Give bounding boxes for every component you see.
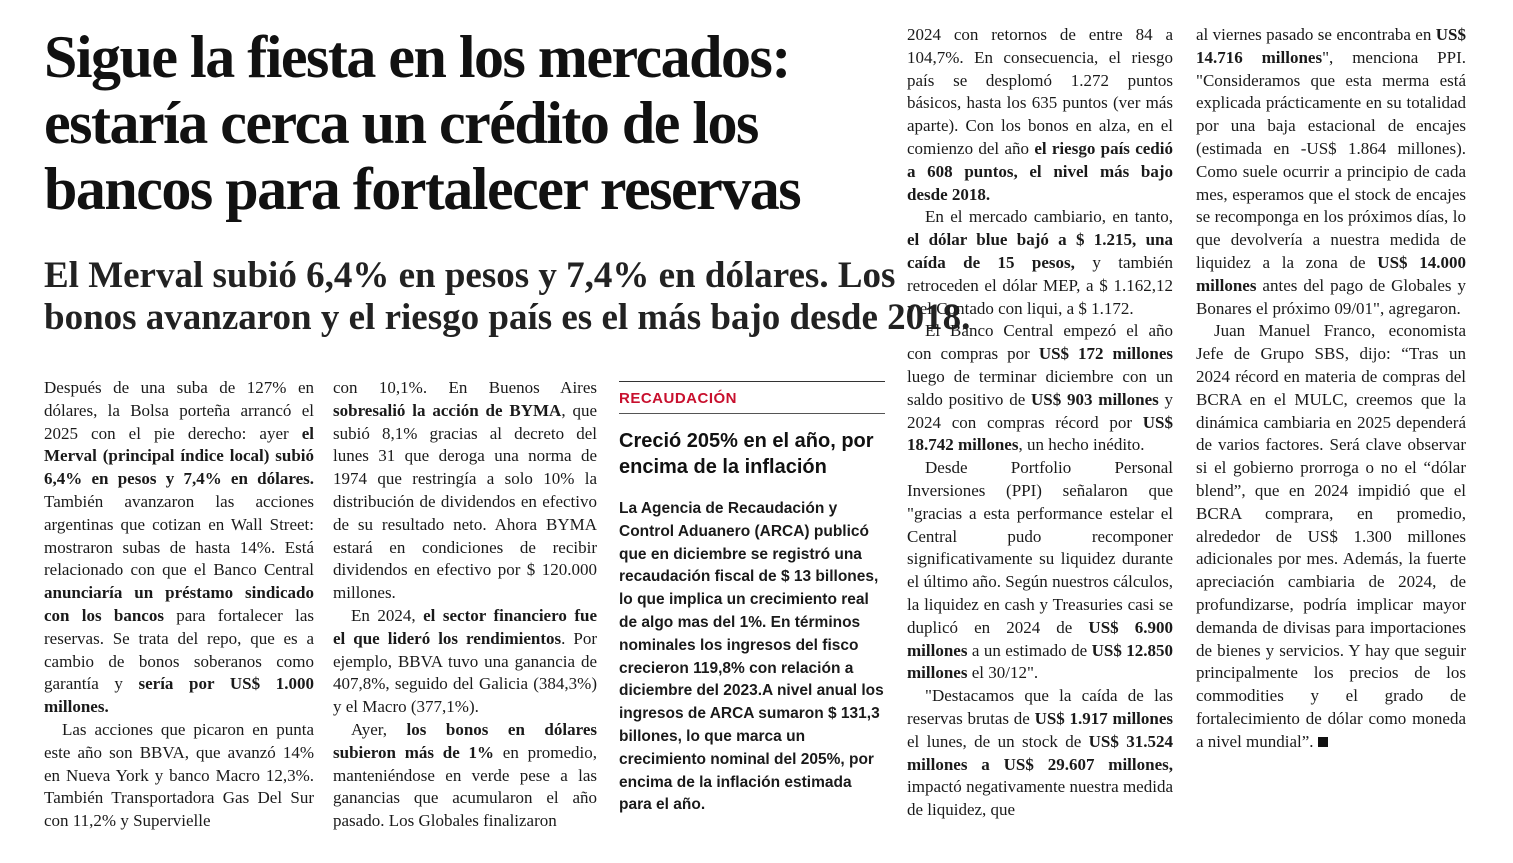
paragraph: Las acciones que picaron en punta este año son BBVA, que avanzó 14% en Nueva York y banco Macro 12,3%. También Transportadora Gas Del Sur con 11,2% y Supervielle bbox=[44, 719, 314, 831]
headline-line: bancos para fortalecer reservas bbox=[44, 156, 801, 222]
body-column-2 bbox=[333, 377, 597, 833]
paragraph: En el mercado cambiario, en tanto, el dólar blue bajó a $ 1.215, una caída de 15 pesos, y también retroceden el dólar MEP, a $ 1.162,12 y el Contado con liqui, a $ 1.172. bbox=[907, 207, 1173, 318]
paragraph: Juan Manuel Franco, economista Jefe de Grupo SBS, dijo: “Tras un 2024 récord en materia de compras del BCRA en el MULC, creemos que la dinámica cambiaria en 2025 dependerá de varios factores. Será clave observar si el gobierno prorroga o no el “dólar blend”, que en 2024 impidió que el BCRA comprara, en promedio, alrededor de US$ 1.300 millones adicionales por mes. Además, la fuerte apreciación cambiaria de 2024, de profundizarse, podría implicar mayor demanda de divisas para importaciones de bienes y servicios. Y hay que seguir principalmente los precios de los commodities y el grado de fortalecimiento de dólar como moneda a nivel mundial”. bbox=[1196, 321, 1466, 751]
box-title: Creció 205% en el año, por encima de la inflación bbox=[619, 430, 874, 478]
end-of-article-square-icon bbox=[1318, 737, 1328, 747]
divider bbox=[619, 413, 885, 414]
paragraph: Después de una suba de 127% en dólares, la Bolsa porteña arrancó el 2025 con el pie derecho: ayer el Merval (principal índice local) subió 6,4% en pesos y 7,4% en dólares. También avanzaron las acciones argentinas que cotizan en Wall Street: mostraron subas de hasta 14%. Está relacionado con que el Banco Central anunciaría un préstamo sindicado con los bancos para fortalecer las reservas. Se trata del repo, que es a cambio de bonos soberanos como garantía y sería por US$ 1.000 millones. bbox=[44, 378, 314, 717]
paragraph: El Banco Central empezó el año con compras por US$ 172 millones luego de terminar diciembre con un saldo positivo de US$ 903 millones y 2024 con compras récord por US$ 18.742 millones, un hecho inédito. bbox=[907, 321, 1173, 455]
body-column-4 bbox=[907, 24, 1173, 822]
paragraph: Desde Portfolio Personal Inversiones (PPI) señalaron que "gracias a esta performance estelar el Central pudo recomponer significativamente su liquidez durante el último año. Según nuestros cálculos, la liquidez en cash y Treasuries casi se duplicó en 2024 de US$ 6.900 millones a un estimado de US$ 12.850 millones el 30/12". bbox=[907, 458, 1174, 683]
headline-line: Sigue la fiesta en los mercados: bbox=[44, 24, 790, 90]
headline-line: estaría cerca un crédito de los bbox=[44, 90, 758, 156]
paragraph: Ayer, los bonos en dólares subieron más de 1% en promedio, manteniéndose en verde pese a las ganancias que acumularon el año pasado. Los Globales finalizaron bbox=[333, 719, 598, 831]
paragraph: al viernes pasado se encontraba en US$ 14.716 millones", menciona PPI. "Consideramos que esta merma está explicada prácticamente en su totalidad por una baja estacional de encajes (estimada en -US$ 1.864 millones). Como suele ocurrir a principio de cada mes, esperamos que el stock de encajes se recomponga en los próximos días, lo que devolvería a nuestra medida de liquidez a la zona de US$ 14.000 millones antes del pago de Globales y Bonares el próximo 09/01", agregaron. bbox=[1196, 25, 1467, 318]
paragraph: "Destacamos que la caída de las reservas brutas de US$ 1.917 millones el lunes, de un stock de US$ 31.524 millones a US$ 29.607 millones, impactó negativamente nuestra medida de liquidez, que bbox=[907, 686, 1174, 820]
paragraph: con 10,1%. En Buenos Aires sobresalió la acción de BYMA, que subió 8,1% gracias al decreto del lunes 31 que deroga una norma de 1974 que restringía a solo 10% la distribución de dividendos en efectivo de su resultado neto. Ahora BYMA estará en condiciones de recibir dividendos en efectivo por $ 120.000 millones. bbox=[333, 378, 597, 603]
box-body: La Agencia de Recaudación y Control Aduanero (ARCA) publicó que en diciembre se registró una recaudación fiscal de $ 13 billones, lo que implica un crecimiento real de algo mas del 1%. En términos nominales los ingresos del fisco crecieron 119,8% con relación a diciembre del 2023.A nivel anual los ingresos de ARCA sumaron $ 131,3 billones, lo que marca un crecimiento nominal del 205%, por encima de la inflación estimada para el año. bbox=[619, 500, 884, 814]
subhead-line: El Merval subió 6,4% en pesos y 7,4% en dólares. Los bbox=[44, 255, 896, 296]
subheadline bbox=[44, 255, 971, 339]
subhead-line: bonos avanzaron y el riesgo país es el más bajo desde 2018. bbox=[44, 297, 971, 338]
paragraph: 2024 con retornos de entre 84 a 104,7%. En consecuencia, el riesgo país se desplomó 1.272 puntos básicos, hasta los 635 puntos (ver más aparte). Con los bonos en alza, en el comienzo del año el riesgo país cedió a 608 puntos, el nivel más bajo desde 2018. bbox=[907, 25, 1173, 204]
section-label: RECAUDACIÓN bbox=[619, 390, 737, 407]
paragraph: En 2024, el sector financiero fue el que lideró los rendimientos. Por ejemplo, BBVA tuvo una ganancia de 407,8%, seguido del Galicia (384,3%) y el Macro (377,1%). bbox=[333, 605, 597, 717]
sidebar-box bbox=[619, 381, 885, 817]
headline bbox=[44, 24, 894, 222]
body-column-1 bbox=[44, 377, 314, 833]
body-column-5 bbox=[1196, 24, 1466, 754]
